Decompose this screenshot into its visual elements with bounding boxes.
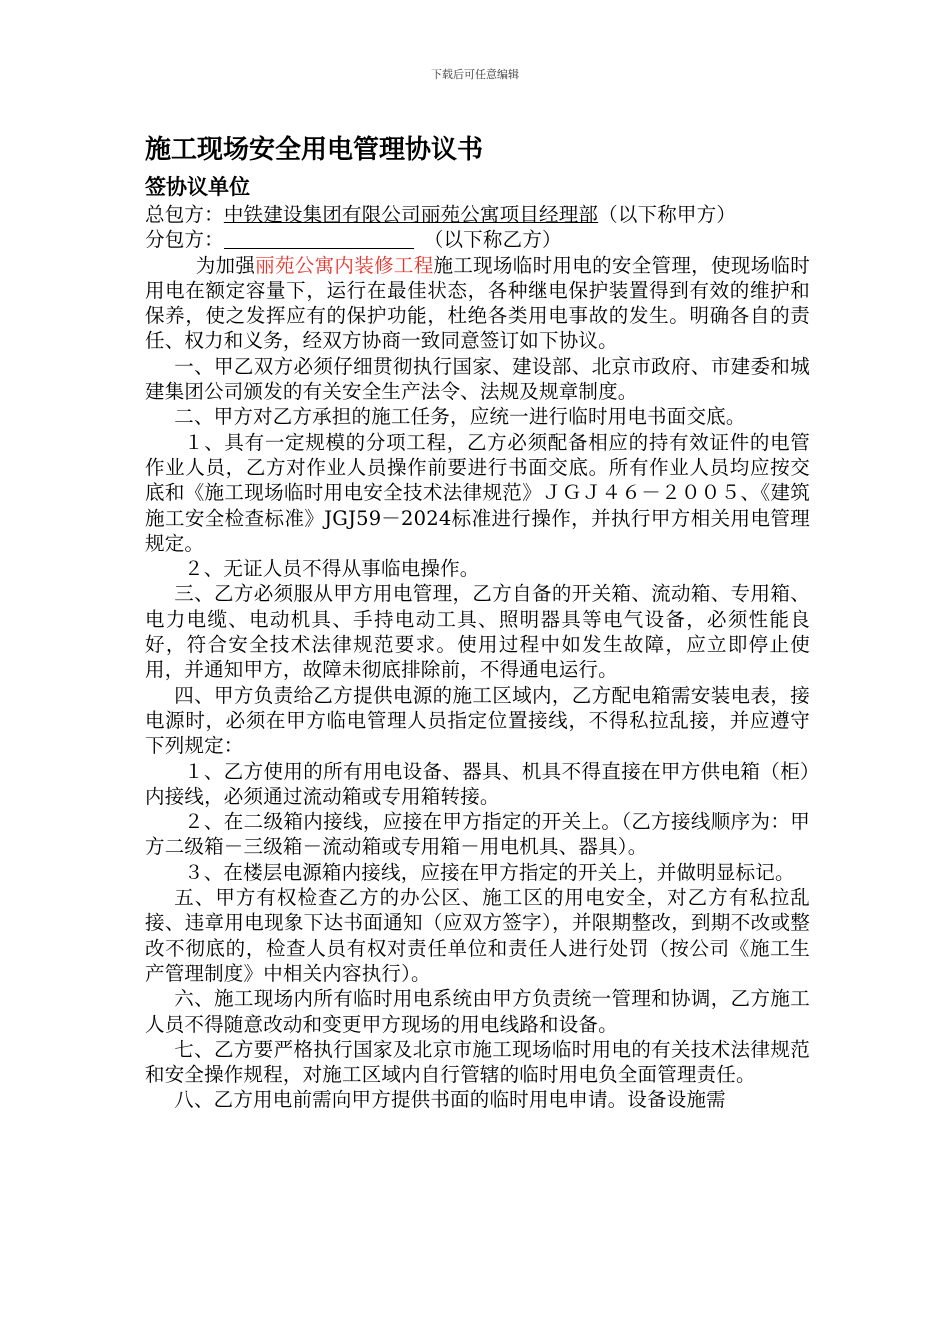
intro-rest: 施工现场临时用电的安全管理，使现场临时用电在额定容量下，运行在最佳状态，各种继电保护装置得到有效的维护和保养，使之发挥应有的保护功能，杜绝各类用电事故的发生。明确各自的责任、权力和义务，经双方协商一致同意签订如下协议。 [145,253,810,353]
clause-paragraph: 五、甲方有权检查乙方的办公区、施工区的用电安全，对乙方有私拉乱接、违章用电现象下达书面通知（应双方签字），并限期整改，到期不改或整改不彻底的，检查人员有权对责任单位和责任人进行处罚（按公司《施工生产管理制度》中相关内容执行）。 [145,886,810,985]
party-b-suffix: （以下称乙方） [423,228,562,252]
clause-list [145,354,810,1113]
clause-paragraph: 二、甲方对乙方承担的施工任务，应统一进行临时用电书面交底。 [174,405,746,429]
document-body [145,132,810,1113]
clause-paragraph: 三、乙方必须服从甲方用电管理，乙方自备的开关箱、流动箱、专用箱、电力电缆、电动机具、手持电动工具、照明器具等电气设备，必须性能良好，符合安全技术法律规范要求。使用过程中如发生故障，应立即停止使用，并通知甲方，故障未彻底排除前，不得通电运行。 [145,582,810,682]
party-b-blank-field [224,230,414,249]
party-a-label: 总包方： [145,203,224,226]
clause-paragraph: 四、甲方负责给乙方提供电源的施工区域内，乙方配电箱需安装电表，接电源时，必须在甲方临电管理人员指定位置接线，不得私拉乱接，并应遵守下列规定： [145,683,810,758]
project-name: 丽苑公寓内装修工程 [255,253,434,277]
intro-paragraph [145,253,810,354]
party-a-name: 中铁建设集团有限公司丽苑公寓项目经理部 [223,203,599,226]
clause-paragraph: 七、乙方要严格执行国家及北京市施工现场临时用电的有关技术法律规范和安全操作规程，对施工区域内自行管辖的临时用电负全面管理责任。 [145,1037,810,1087]
section-heading: 签协议单位 [145,174,250,199]
header-note: 下载后可任意编辑 [431,68,519,81]
party-b-line [145,227,810,252]
clause-paragraph: １、具有一定规模的分项工程，乙方必须配备相应的持有效证件的电管作业人员，乙方对作业人员操作前要进行书面交底。所有作业人员均应按交底和《施工现场临时用电安全技术法律规范》ＪＧＪ４６－２００５、《建筑施工安全检查标准》JGJ59－2024标准进行操作，并执行甲方相关用电管理规定。 [145,430,810,555]
clause-paragraph: 一、甲乙双方必须仔细贯彻执行国家、建设部、北京市政府、市建委和城建集团公司颁发的有关安全生产法令、法规及规章制度。 [145,354,810,404]
clause-paragraph: １、乙方使用的所有用电设备、器具、机具不得直接在甲方供电箱（柜）内接线，必须通过流动箱或专用箱转接。 [145,759,810,808]
party-a-line [145,202,810,227]
clause-paragraph: 六、施工现场内所有临时用电系统由甲方负责统一管理和协调，乙方施工人员不得随意改动和变更甲方现场的用电线路和设备。 [145,987,810,1036]
clause-paragraph: ２、在二级箱内接线，应接在甲方指定的开关上。（乙方接线顺序为：甲方二级箱－三级箱－流动箱或专用箱－用电机具、器具）。 [145,810,810,859]
clause-paragraph: ２、无证人员不得从事临电操作。 [184,557,480,581]
intro-prefix: 为加强 [195,253,256,277]
document-title: 施工现场安全用电管理协议书 [145,135,484,165]
party-b-label: 分包方： [145,228,224,252]
clause-paragraph: ３、在楼层电源箱内接线，应接在甲方指定的开关上，并做明显标记。 [184,860,795,884]
party-a-suffix: （以下称甲方） [598,203,737,226]
clause-paragraph: 八、乙方用电前需向甲方提供书面的临时用电申请。设备设施需 [174,1088,726,1112]
